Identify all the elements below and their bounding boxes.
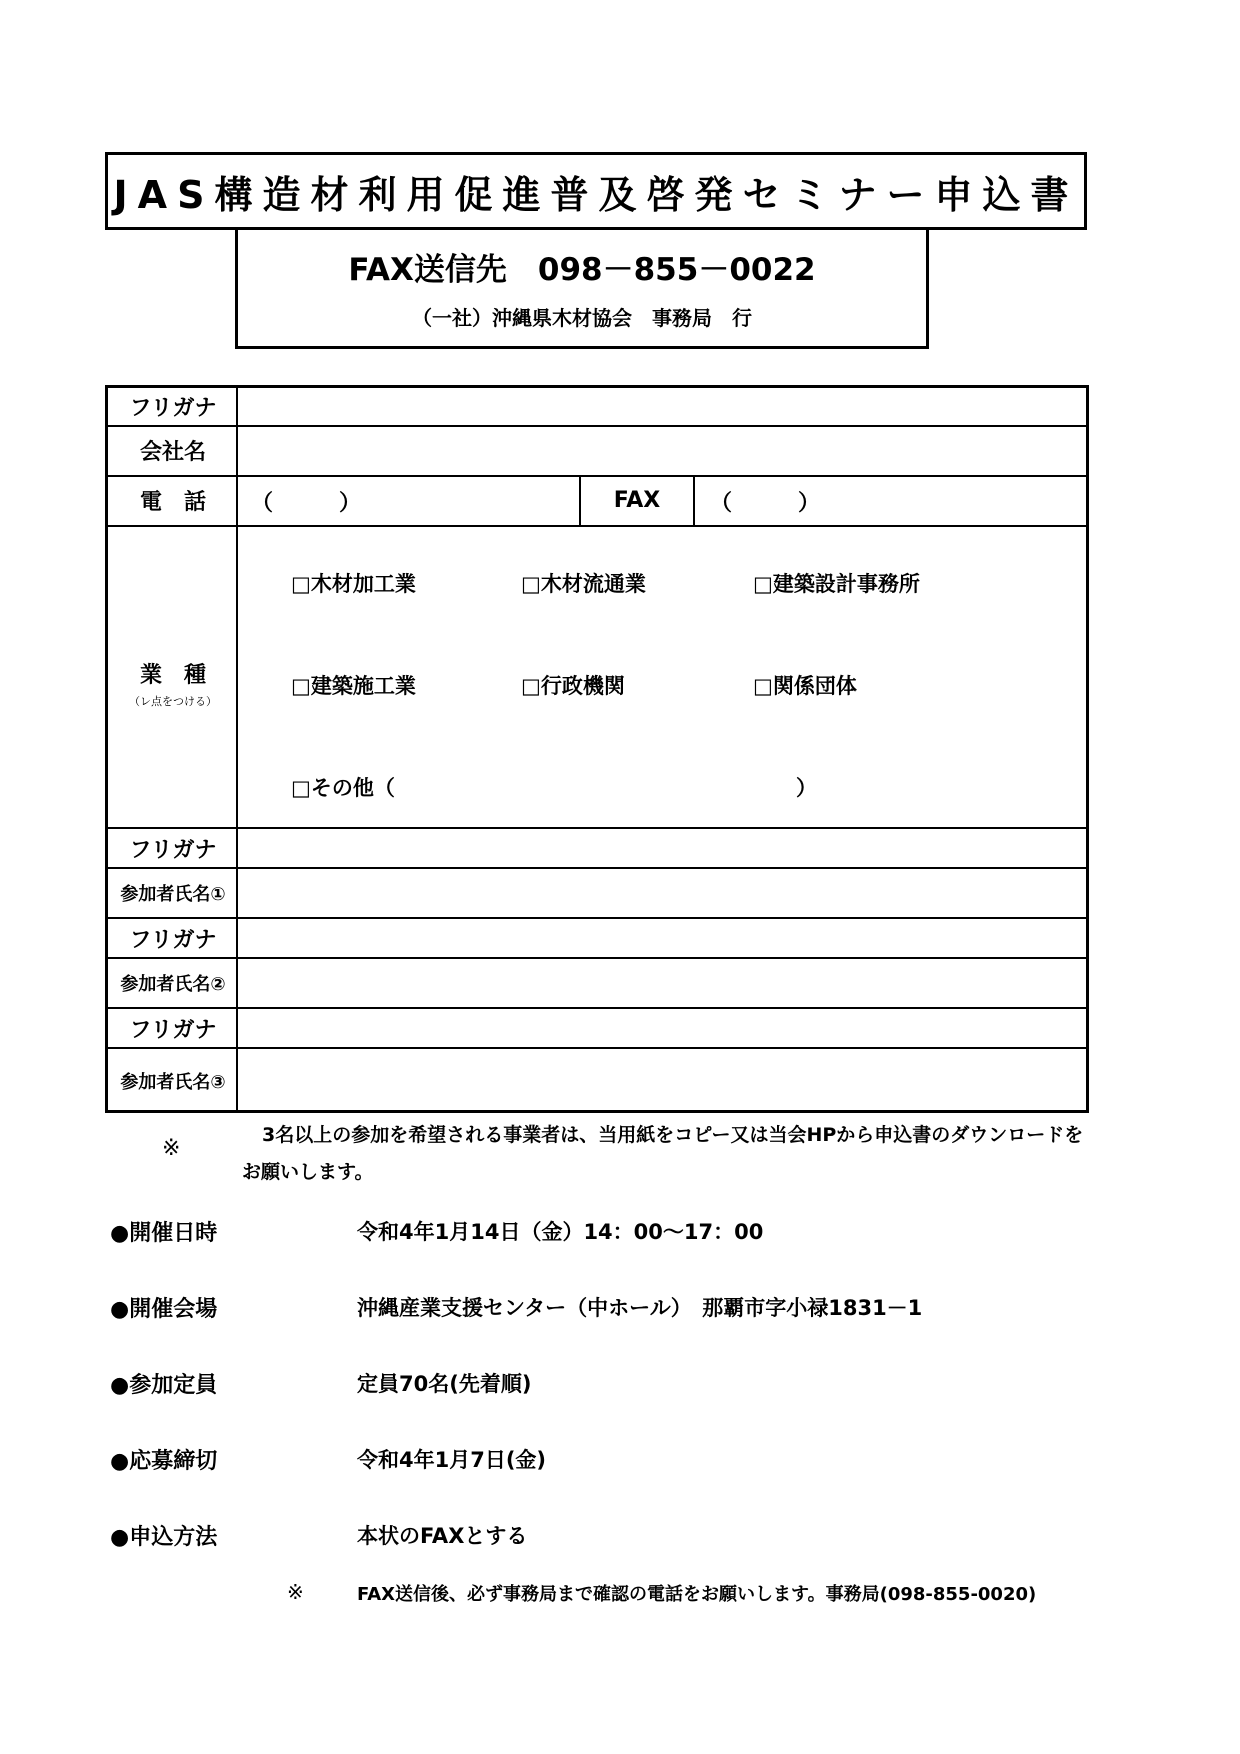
fax-number-line: FAX送信先 098－855－0022 — [348, 252, 816, 288]
application-form — [105, 385, 1089, 1113]
furigana-label: フリガナ — [129, 396, 217, 421]
info-capacity-label: ●参加定員 — [110, 1373, 218, 1398]
participant-2-furigana-field[interactable] — [238, 919, 1086, 957]
participant-2-furigana-label: フリガナ — [129, 927, 217, 953]
phone-field[interactable]: （ ） — [251, 491, 362, 516]
industry-option-design-office[interactable]: □建築設計事務所 — [753, 572, 920, 596]
info-date-value: 令和4年1月14日（金）14：00～17：00 — [357, 1220, 764, 1244]
form-title: JAS構造材利用促進普及啓発セミナー申込書 — [113, 172, 1079, 217]
industry-option-related-org[interactable]: □関係団体 — [753, 674, 857, 698]
industry-note: （レ点をつける） — [129, 695, 217, 708]
info-method-value: 本状のFAXとする — [357, 1524, 528, 1548]
fax-recipient: （一社）沖縄県木材協会 事務局 行 — [412, 306, 752, 330]
industry-label-group — [108, 658, 238, 709]
info-venue-label: ●開催会場 — [110, 1297, 218, 1322]
note-mark: ※ — [162, 1136, 181, 1161]
furigana-field[interactable] — [238, 388, 1086, 425]
industry-option-other[interactable]: □その他（ — [291, 776, 395, 800]
participant-3-name-label: 参加者氏名③ — [120, 1072, 226, 1093]
row-divider — [108, 525, 1086, 527]
company-label: 会社名 — [139, 440, 206, 465]
industry-other-close: ） — [796, 776, 817, 800]
info-capacity-value: 定員70名(先着順) — [357, 1372, 532, 1396]
info-deadline-value: 令和4年1月7日(金) — [357, 1448, 547, 1472]
final-note-mark: ※ — [287, 1580, 304, 1604]
final-note-text: FAX送信後、必ず事務局まで確認の電話をお願いします。事務局(098-855-0020) — [357, 1584, 1037, 1605]
participant-2-name-field[interactable] — [238, 959, 1086, 1007]
form-title-box — [105, 152, 1087, 230]
info-date-label: ●開催日時 — [110, 1221, 218, 1246]
fax-value-divider — [693, 476, 695, 525]
industry-option-wood-processing[interactable]: □木材加工業 — [291, 572, 416, 596]
participant-3-furigana-field[interactable] — [238, 1009, 1086, 1047]
company-name-field[interactable] — [238, 426, 1086, 475]
note-text: 3名以上の参加を希望される事業者は、当用紙をコピー又は当会HPから申込書のダウンロードをお願いします。 — [242, 1124, 1084, 1183]
participant-3-name-field[interactable] — [238, 1049, 1086, 1113]
participant-3-furigana-label: フリガナ — [129, 1017, 217, 1043]
info-deadline-label: ●応募締切 — [110, 1449, 218, 1474]
participant-1-name-field[interactable] — [238, 869, 1086, 917]
participant-1-furigana-field[interactable] — [238, 829, 1086, 867]
participant-2-name-label: 参加者氏名② — [120, 974, 226, 995]
participant-1-name-label: 参加者氏名① — [120, 884, 226, 905]
info-venue-value: 沖縄産業支援センター（中ホール） 那覇市字小禄1831－1 — [357, 1296, 923, 1320]
fax-destination-box — [235, 230, 929, 349]
phone-label: 電 話 — [139, 490, 206, 515]
info-method-label: ●申込方法 — [110, 1525, 218, 1550]
fax-label: FAX — [613, 488, 661, 513]
participant-1-furigana-label: フリガナ — [129, 837, 217, 863]
industry-option-wood-distribution[interactable]: □木材流通業 — [521, 572, 646, 596]
industry-label: 業 種 — [139, 663, 206, 688]
industry-option-government[interactable]: □行政機関 — [521, 674, 625, 698]
industry-option-construction[interactable]: □建築施工業 — [291, 674, 416, 698]
fax-field[interactable]: （ ） — [710, 491, 821, 516]
